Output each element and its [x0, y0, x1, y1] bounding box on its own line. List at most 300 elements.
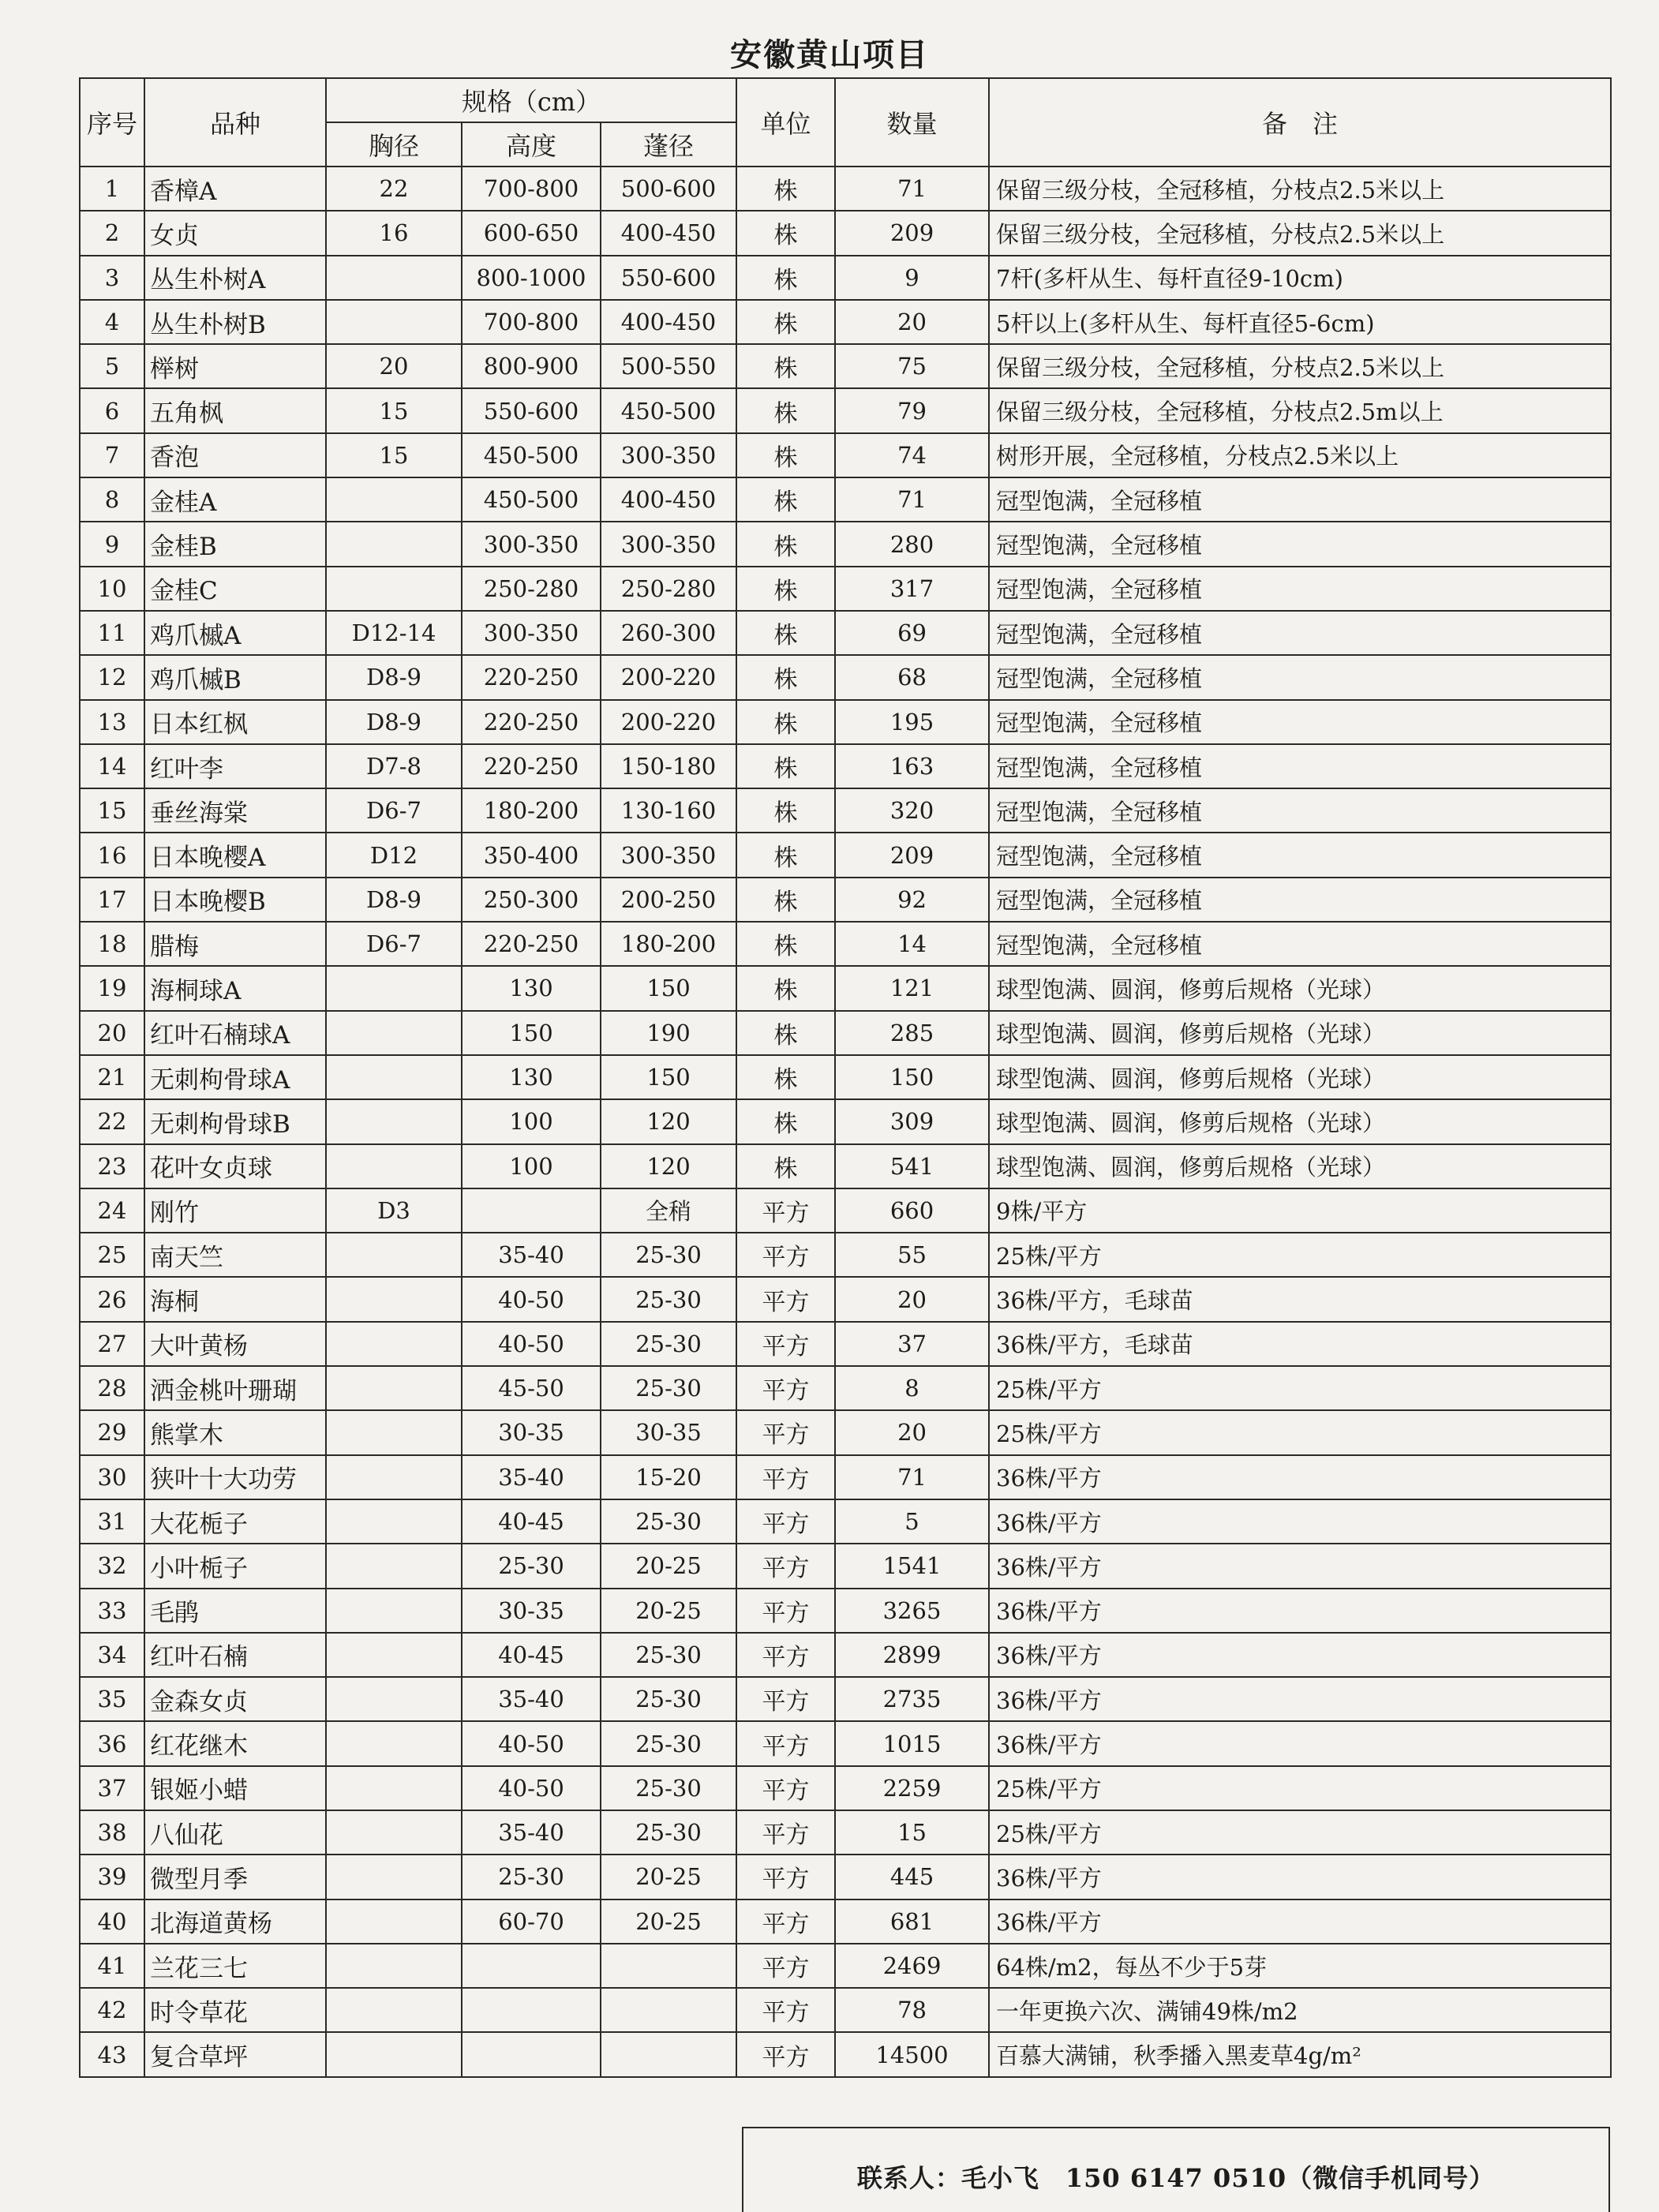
cell-unit: 株 [736, 388, 835, 432]
cell-qty: 37 [835, 1322, 989, 1366]
cell-note: 36株/平方 [989, 1499, 1611, 1544]
cell-note: 25株/平方 [989, 1410, 1611, 1454]
cell-seq: 27 [80, 1322, 144, 1366]
cell-height: 40-45 [462, 1633, 601, 1677]
table-row [80, 1011, 1611, 1055]
cell-dbh [326, 1766, 462, 1810]
table-row [80, 655, 1611, 699]
table-row [80, 567, 1611, 611]
header-spec: 规格（cm） [326, 78, 736, 122]
cell-note: 36株/平方，毛球苗 [989, 1322, 1611, 1366]
cell-crown: 25-30 [601, 1366, 736, 1410]
cell-seq: 26 [80, 1277, 144, 1321]
cell-qty: 2735 [835, 1677, 989, 1721]
cell-crown: 150 [601, 966, 736, 1010]
header-dbh: 胸径 [326, 122, 462, 167]
cell-height: 25-30 [462, 1855, 601, 1899]
cell-height: 250-280 [462, 567, 601, 611]
cell-unit: 株 [736, 788, 835, 833]
cell-dbh [326, 1899, 462, 1944]
cell-seq: 4 [80, 300, 144, 344]
cell-seq: 32 [80, 1544, 144, 1588]
cell-crown: 260-300 [601, 611, 736, 655]
cell-unit: 株 [736, 700, 835, 744]
cell-name: 女贞 [144, 211, 326, 255]
cell-height: 25-30 [462, 1544, 601, 1588]
cell-unit: 平方 [736, 1410, 835, 1454]
cell-crown: 300-350 [601, 833, 736, 877]
cell-crown [601, 2032, 736, 2076]
cell-seq: 22 [80, 1099, 144, 1143]
cell-height [462, 1988, 601, 2032]
table-row [80, 1589, 1611, 1633]
cell-crown: 120 [601, 1099, 736, 1143]
table-row [80, 878, 1611, 922]
cell-qty: 681 [835, 1899, 989, 1944]
cell-dbh: D6-7 [326, 788, 462, 833]
cell-name: 八仙花 [144, 1810, 326, 1855]
table-row [80, 788, 1611, 833]
cell-dbh [326, 522, 462, 566]
table-row [80, 1633, 1611, 1677]
cell-crown: 25-30 [601, 1322, 736, 1366]
cell-qty: 5 [835, 1499, 989, 1544]
header-crown: 蓬径 [601, 122, 736, 167]
cell-seq: 35 [80, 1677, 144, 1721]
cell-note: 36株/平方 [989, 1721, 1611, 1765]
cell-height: 130 [462, 1055, 601, 1099]
cell-qty: 14 [835, 922, 989, 966]
cell-dbh [326, 1988, 462, 2032]
cell-height: 150 [462, 1011, 601, 1055]
cell-name: 香樟A [144, 167, 326, 211]
cell-height [462, 1188, 601, 1233]
cell-qty: 3265 [835, 1589, 989, 1633]
cell-dbh [326, 1322, 462, 1366]
cell-crown: 120 [601, 1144, 736, 1188]
cell-seq: 29 [80, 1410, 144, 1454]
cell-height: 100 [462, 1144, 601, 1188]
cell-qty: 2899 [835, 1633, 989, 1677]
cell-name: 无刺枸骨球A [144, 1055, 326, 1099]
cell-qty: 79 [835, 388, 989, 432]
cell-name: 金桂C [144, 567, 326, 611]
cell-note: 球型饱满、圆润，修剪后规格（光球） [989, 966, 1611, 1010]
cell-qty: 309 [835, 1099, 989, 1143]
cell-note: 冠型饱满，全冠移植 [989, 878, 1611, 922]
cell-height: 40-45 [462, 1499, 601, 1544]
cell-dbh [326, 1011, 462, 1055]
cell-name: 熊掌木 [144, 1410, 326, 1454]
table-row [80, 167, 1611, 211]
cell-qty: 78 [835, 1988, 989, 2032]
cell-note: 7杆(多杆从生、每杆直径9-10cm) [989, 256, 1611, 300]
cell-crown: 25-30 [601, 1810, 736, 1855]
cell-dbh: D7-8 [326, 744, 462, 788]
cell-dbh: 15 [326, 433, 462, 477]
cell-qty: 150 [835, 1055, 989, 1099]
cell-seq: 16 [80, 833, 144, 877]
table-row [80, 1766, 1611, 1810]
cell-dbh [326, 1366, 462, 1410]
cell-height: 40-50 [462, 1277, 601, 1321]
cell-qty: 20 [835, 300, 989, 344]
table-row [80, 1055, 1611, 1099]
cell-qty: 9 [835, 256, 989, 300]
cell-seq: 13 [80, 700, 144, 744]
cell-seq: 24 [80, 1188, 144, 1233]
cell-note: 36株/平方 [989, 1899, 1611, 1944]
cell-seq: 21 [80, 1055, 144, 1099]
cell-note: 36株/平方，毛球苗 [989, 1277, 1611, 1321]
cell-unit: 株 [736, 211, 835, 255]
header-name: 品种 [144, 78, 326, 167]
table-row [80, 833, 1611, 877]
cell-dbh: D3 [326, 1188, 462, 1233]
cell-unit: 平方 [736, 1855, 835, 1899]
cell-dbh [326, 2032, 462, 2076]
cell-name: 微型月季 [144, 1855, 326, 1899]
cell-dbh: 22 [326, 167, 462, 211]
cell-crown: 180-200 [601, 922, 736, 966]
table-row [80, 1855, 1611, 1899]
cell-qty: 69 [835, 611, 989, 655]
cell-note: 冠型饱满，全冠移植 [989, 477, 1611, 522]
cell-unit: 株 [736, 878, 835, 922]
cell-qty: 317 [835, 567, 989, 611]
cell-crown: 150-180 [601, 744, 736, 788]
cell-crown [601, 1944, 736, 1988]
cell-dbh [326, 1721, 462, 1765]
cell-note: 冠型饱满，全冠移植 [989, 655, 1611, 699]
cell-unit: 株 [736, 966, 835, 1010]
cell-name: 五角枫 [144, 388, 326, 432]
cell-qty: 71 [835, 477, 989, 522]
cell-crown: 200-220 [601, 655, 736, 699]
cell-name: 狭叶十大功劳 [144, 1455, 326, 1499]
cell-name: 鸡爪槭B [144, 655, 326, 699]
cell-unit: 平方 [736, 1721, 835, 1765]
cell-crown: 20-25 [601, 1855, 736, 1899]
cell-dbh [326, 1277, 462, 1321]
contact-info: 联系人：毛小飞 150 6147 0510（微信手机同号） [856, 2163, 1496, 2193]
cell-qty: 2469 [835, 1944, 989, 1988]
cell-height: 220-250 [462, 922, 601, 966]
cell-name: 红叶石楠 [144, 1633, 326, 1677]
cell-note: 树形开展，全冠移植，分枝点2.5米以上 [989, 433, 1611, 477]
cell-unit: 株 [736, 1099, 835, 1143]
table-row [80, 611, 1611, 655]
cell-crown: 15-20 [601, 1455, 736, 1499]
table-row [80, 744, 1611, 788]
cell-unit: 平方 [736, 1633, 835, 1677]
cell-crown: 400-450 [601, 300, 736, 344]
cell-note: 冠型饱满，全冠移植 [989, 833, 1611, 877]
cell-height: 700-800 [462, 167, 601, 211]
header-qty: 数量 [835, 78, 989, 167]
table-row [80, 1677, 1611, 1721]
table-row [80, 1810, 1611, 1855]
cell-dbh [326, 1677, 462, 1721]
cell-note: 25株/平方 [989, 1810, 1611, 1855]
cell-name: 香泡 [144, 433, 326, 477]
cell-name: 花叶女贞球 [144, 1144, 326, 1188]
header-note: 备 注 [989, 78, 1611, 167]
cell-seq: 40 [80, 1899, 144, 1944]
table-row [80, 1499, 1611, 1544]
cell-seq: 36 [80, 1721, 144, 1765]
cell-name: 海桐球A [144, 966, 326, 1010]
cell-name: 红花继木 [144, 1721, 326, 1765]
table-row [80, 1366, 1611, 1410]
cell-name: 榉树 [144, 344, 326, 388]
cell-seq: 3 [80, 256, 144, 300]
cell-height: 220-250 [462, 744, 601, 788]
cell-qty: 163 [835, 744, 989, 788]
cell-height: 450-500 [462, 433, 601, 477]
page-title: 安徽黄山项目 [730, 36, 929, 73]
cell-unit: 平方 [736, 1455, 835, 1499]
cell-note: 36株/平方 [989, 1677, 1611, 1721]
table-row [80, 922, 1611, 966]
cell-name: 腊梅 [144, 922, 326, 966]
cell-seq: 43 [80, 2032, 144, 2076]
cell-name: 北海道黄杨 [144, 1899, 326, 1944]
cell-seq: 31 [80, 1499, 144, 1544]
cell-height [462, 2032, 601, 2076]
cell-height: 550-600 [462, 388, 601, 432]
cell-dbh [326, 1055, 462, 1099]
cell-dbh: D6-7 [326, 922, 462, 966]
cell-name: 小叶栀子 [144, 1544, 326, 1588]
cell-crown: 30-35 [601, 1410, 736, 1454]
cell-crown: 25-30 [601, 1499, 736, 1544]
cell-dbh [326, 1144, 462, 1188]
cell-crown [601, 1988, 736, 2032]
cell-note: 36株/平方 [989, 1544, 1611, 1588]
cell-dbh [326, 256, 462, 300]
cell-qty: 209 [835, 211, 989, 255]
cell-unit: 平方 [736, 1499, 835, 1544]
cell-height: 600-650 [462, 211, 601, 255]
cell-height: 40-50 [462, 1721, 601, 1765]
table-row [80, 1099, 1611, 1143]
cell-crown: 25-30 [601, 1677, 736, 1721]
cell-dbh [326, 1633, 462, 1677]
cell-unit: 株 [736, 433, 835, 477]
cell-note: 冠型饱满，全冠移植 [989, 922, 1611, 966]
table-row [80, 2032, 1611, 2076]
cell-qty: 209 [835, 833, 989, 877]
table-row [80, 300, 1611, 344]
cell-qty: 195 [835, 700, 989, 744]
cell-unit: 平方 [736, 1544, 835, 1588]
cell-height: 180-200 [462, 788, 601, 833]
cell-note: 25株/平方 [989, 1766, 1611, 1810]
cell-height: 35-40 [462, 1455, 601, 1499]
cell-qty: 75 [835, 344, 989, 388]
cell-unit: 株 [736, 1055, 835, 1099]
cell-dbh [326, 1855, 462, 1899]
cell-crown: 190 [601, 1011, 736, 1055]
table-row [80, 1899, 1611, 1944]
cell-seq: 1 [80, 167, 144, 211]
cell-crown: 20-25 [601, 1589, 736, 1633]
cell-unit: 平方 [736, 1589, 835, 1633]
cell-crown: 400-450 [601, 211, 736, 255]
cell-name: 日本晚樱B [144, 878, 326, 922]
cell-seq: 42 [80, 1988, 144, 2032]
cell-unit: 平方 [736, 1766, 835, 1810]
cell-seq: 8 [80, 477, 144, 522]
cell-seq: 17 [80, 878, 144, 922]
cell-height: 800-900 [462, 344, 601, 388]
cell-dbh [326, 1810, 462, 1855]
cell-name: 南天竺 [144, 1233, 326, 1277]
table-row [80, 477, 1611, 522]
cell-seq: 38 [80, 1810, 144, 1855]
cell-name: 银姬小蜡 [144, 1766, 326, 1810]
table-row [80, 1233, 1611, 1277]
cell-crown: 200-220 [601, 700, 736, 744]
cell-crown: 20-25 [601, 1544, 736, 1588]
cell-seq: 11 [80, 611, 144, 655]
cell-qty: 285 [835, 1011, 989, 1055]
cell-qty: 280 [835, 522, 989, 566]
cell-qty: 20 [835, 1277, 989, 1321]
header-height: 高度 [462, 122, 601, 167]
cell-unit: 株 [736, 300, 835, 344]
table-row [80, 1455, 1611, 1499]
cell-qty: 20 [835, 1410, 989, 1454]
cell-unit: 平方 [736, 1233, 835, 1277]
cell-note: 25株/平方 [989, 1233, 1611, 1277]
cell-name: 金桂B [144, 522, 326, 566]
cell-seq: 41 [80, 1944, 144, 1988]
cell-name: 毛鹃 [144, 1589, 326, 1633]
cell-crown: 300-350 [601, 433, 736, 477]
cell-unit: 平方 [736, 1366, 835, 1410]
cell-name: 复合草坪 [144, 2032, 326, 2076]
cell-crown: 500-600 [601, 167, 736, 211]
cell-name: 垂丝海棠 [144, 788, 326, 833]
cell-note: 一年更换六次、满铺49株/m2 [989, 1988, 1611, 2032]
cell-crown: 150 [601, 1055, 736, 1099]
cell-qty: 660 [835, 1188, 989, 1233]
cell-dbh [326, 1944, 462, 1988]
cell-seq: 37 [80, 1766, 144, 1810]
cell-height: 220-250 [462, 700, 601, 744]
table-row [80, 700, 1611, 744]
cell-height: 250-300 [462, 878, 601, 922]
cell-name: 红叶石楠球A [144, 1011, 326, 1055]
cell-note: 保留三级分枝，全冠移植，分枝点2.5m以上 [989, 388, 1611, 432]
cell-seq: 12 [80, 655, 144, 699]
cell-dbh: D8-9 [326, 878, 462, 922]
cell-note: 36株/平方 [989, 1589, 1611, 1633]
table-row [80, 388, 1611, 432]
cell-crown: 20-25 [601, 1899, 736, 1944]
cell-name: 金桂A [144, 477, 326, 522]
cell-name: 洒金桃叶珊瑚 [144, 1366, 326, 1410]
cell-dbh: D8-9 [326, 700, 462, 744]
table-header [80, 78, 1611, 167]
cell-seq: 2 [80, 211, 144, 255]
cell-qty: 14500 [835, 2032, 989, 2076]
cell-name: 日本红枫 [144, 700, 326, 744]
table-row [80, 1721, 1611, 1765]
table-row [80, 966, 1611, 1010]
cell-dbh: D12-14 [326, 611, 462, 655]
cell-unit: 株 [736, 256, 835, 300]
cell-dbh [326, 477, 462, 522]
contact-box [742, 2127, 1610, 2212]
cell-note: 冠型饱满，全冠移植 [989, 700, 1611, 744]
cell-crown: 300-350 [601, 522, 736, 566]
cell-unit: 平方 [736, 1277, 835, 1321]
cell-note: 25株/平方 [989, 1366, 1611, 1410]
cell-crown: 25-30 [601, 1633, 736, 1677]
cell-name: 金森女贞 [144, 1677, 326, 1721]
cell-seq: 6 [80, 388, 144, 432]
cell-name: 海桐 [144, 1277, 326, 1321]
cell-dbh: D12 [326, 833, 462, 877]
cell-note: 冠型饱满，全冠移植 [989, 744, 1611, 788]
cell-dbh: 16 [326, 211, 462, 255]
cell-height: 800-1000 [462, 256, 601, 300]
cell-qty: 74 [835, 433, 989, 477]
cell-name: 无刺枸骨球B [144, 1099, 326, 1143]
cell-unit: 平方 [736, 1188, 835, 1233]
cell-height: 35-40 [462, 1233, 601, 1277]
cell-name: 鸡爪槭A [144, 611, 326, 655]
plant-list-table [79, 77, 1612, 2078]
cell-unit: 株 [736, 167, 835, 211]
cell-note: 36株/平方 [989, 1633, 1611, 1677]
cell-note: 百慕大满铺，秋季播入黑麦草4g/m² [989, 2032, 1611, 2076]
table-body [80, 167, 1611, 2077]
cell-dbh [326, 567, 462, 611]
cell-note: 冠型饱满，全冠移植 [989, 788, 1611, 833]
cell-unit: 平方 [736, 2032, 835, 2076]
cell-qty: 1015 [835, 1721, 989, 1765]
table-row [80, 1544, 1611, 1588]
header-seq: 序号 [80, 78, 144, 167]
cell-unit: 株 [736, 922, 835, 966]
cell-name: 大花栀子 [144, 1499, 326, 1544]
cell-dbh [326, 1544, 462, 1588]
cell-crown: 25-30 [601, 1721, 736, 1765]
cell-height: 300-350 [462, 522, 601, 566]
cell-name: 兰花三七 [144, 1944, 326, 1988]
table-row [80, 256, 1611, 300]
cell-unit: 株 [736, 1011, 835, 1055]
cell-seq: 10 [80, 567, 144, 611]
cell-dbh [326, 1410, 462, 1454]
cell-seq: 7 [80, 433, 144, 477]
cell-qty: 2259 [835, 1766, 989, 1810]
cell-crown: 130-160 [601, 788, 736, 833]
cell-height: 700-800 [462, 300, 601, 344]
cell-note: 冠型饱满，全冠移植 [989, 611, 1611, 655]
cell-note: 保留三级分枝，全冠移植，分枝点2.5米以上 [989, 344, 1611, 388]
table-row [80, 433, 1611, 477]
cell-note: 36株/平方 [989, 1855, 1611, 1899]
cell-note: 5杆以上(多杆从生、每杆直径5-6cm) [989, 300, 1611, 344]
cell-seq: 23 [80, 1144, 144, 1188]
cell-crown: 450-500 [601, 388, 736, 432]
cell-height: 60-70 [462, 1899, 601, 1944]
